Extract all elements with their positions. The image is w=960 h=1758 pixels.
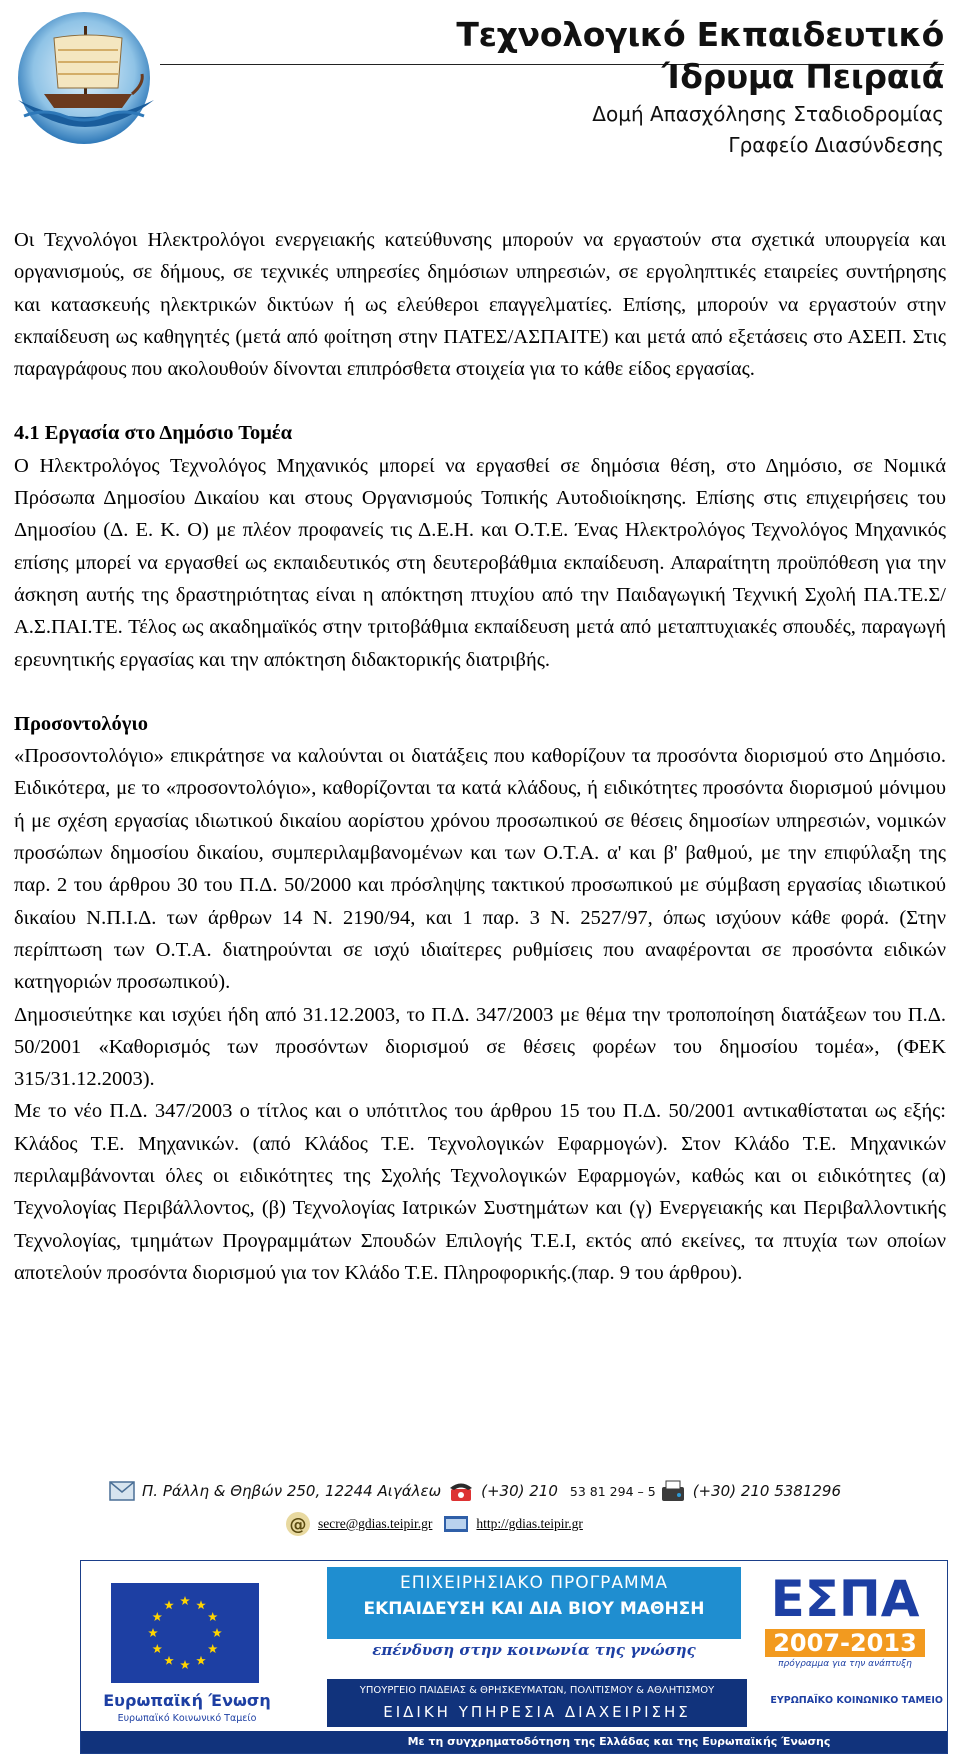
espa-social-fund: ΕΥΡΩΠΑΪΚΟ ΚΟΙΝΩΝΙΚΟ ΤΑΜΕΙΟ: [770, 1695, 943, 1706]
qualifications-paragraph-2: Δημοσιεύτηκε και ισχύει ήδη από 31.12.2003, το Π.Δ. 347/2003 με θέμα την τροποποίηση διατάξεων του Π.Δ. 50/2001 «Καθορισμός των προσόντων διορισμού σε θέσεις φορέων του δημοσίου τομέα», (ΦΕΚ 315/31.12.2003).: [14, 1003, 946, 1091]
institution-title-line1: Τεχνολογικό Εκπαιδευτικό: [456, 15, 944, 54]
espa-slogan: πρόγραμμα για την ανάπτυξη: [778, 1659, 912, 1669]
telephone-icon: [447, 1477, 475, 1505]
web-browser-icon: [442, 1510, 470, 1538]
institution-title-block: [384, 14, 944, 160]
espa-logo: [753, 1571, 937, 1691]
ministry-box: [327, 1679, 747, 1727]
mail-envelope-icon: [108, 1477, 136, 1505]
espa-title: ΕΣΠΑ: [770, 1570, 920, 1628]
ministry-name: ΥΠΟΥΡΓΕΙΟ ΠΑΙΔΕΙΑΣ & ΘΡΗΣΚΕΥΜΑΤΩΝ, ΠΟΛΙΤΙΣΜΟΥ & ΑΘΛΗΤΙΣΜΟΥ: [359, 1685, 715, 1696]
section-heading-public-sector: 4.1 Εργασία στο Δημόσιο Τομέα: [14, 422, 293, 445]
contact-phone-prefix: (+30) 210: [481, 1482, 558, 1500]
contact-phone-number: 53 81 294 – 5: [569, 1483, 656, 1499]
section-heading-qualifications: Προσοντολόγιο: [14, 712, 148, 735]
op-title-line2: ΕΚΠΑΙΔΕΥΣΗ ΚΑΙ ΔΙΑ ΒΙΟΥ ΜΑΘΗΣΗ: [363, 1599, 705, 1619]
management-authority: ΕΙΔΙΚΗ ΥΠΗΡΕΣΙΑ ΔΙΑΧΕΙΡΙΣΗΣ: [383, 1703, 691, 1721]
email-link[interactable]: secre@gdias.teipir.gr: [318, 1516, 433, 1531]
at-sign-icon: [284, 1510, 312, 1538]
contact-footer: [0, 1468, 960, 1548]
contact-fax: (+30) 210 5381296: [692, 1482, 842, 1500]
cofunding-text: Με τη συγχρηματοδότηση της Ελλάδας και της Ευρωπαϊκής Ένωσης: [407, 1735, 831, 1748]
office-name: Γραφείο Διασύνδεσης: [728, 133, 944, 157]
operational-programme-box: [327, 1567, 741, 1639]
eu-funding-banner: [80, 1560, 948, 1754]
op-title-line1: ΕΠΙΧΕΙΡΗΣΙΑΚΟ ΠΡΟΓΡΑΜΜΑ: [399, 1573, 669, 1593]
website-link[interactable]: http://gdias.teipir.gr: [476, 1516, 583, 1531]
public-sector-paragraph: Ο Ηλεκτρολόγος Τεχνολόγος Μηχανικός μπορεί να εργασθεί σε δημόσια θέση, στο Δημόσιο, σε Νομικά Πρόσωπα Δημοσίου Δικαίου και στους Οργανισμούς Τοπικής Αυτοδιοίκησης. Επίσης στις επιχειρήσεις του Δημοσίου (Δ. Ε. Κ. Ο) με πλέον προφανείς τις Δ.Ε.Η. και Ο.Τ.Ε. Ένας Ηλεκτρολόγος Τεχνολόγος Μηχανικός επίσης μπορεί να εργασθεί ως εκπαιδευτικός στη δευτεροβάθμια εκπαίδευση. Απαραίτητη προϋπόθεση για την άσκηση αυτής της δραστηριότητας είναι η απόκτηση πτυχίου από την Παιδαγωγική Τεχνική Σχολή ΠΑ.ΤΕ.Σ/Α.Σ.ΠΑΙ.ΤΕ. Τέλος ως ακαδημαϊκός στην τριτοβάθμια εκπαίδευση μετά από μεταπτυχιακές σπουδές, παραγωγή ερευνητικής εργασίας και την απόκτηση διδακτορικής διατριβής.: [14, 454, 946, 671]
qualifications-paragraph-1: «Προσοντολόγιο» επικράτησε να καλούνται οι διατάξεις που καθορίζουν τα προσόντα διορισμού στο Δημόσιο. Ειδικότερα, με το «προσοντολόγιο», καθορίζονται τα κατά κλάδους, ή ειδικότητες προσόντα διορισμού μόνιμου ή με σχέση εργασίας ιδιωτικού δικαίου αορίστου χρόνου προσωπικού σε θέσεις δημοσίων υπηρεσιών, νομικών προσώπων δημοσίου δικαίου, συμπεριλαμβανομένων και των Ο.Τ.Α. α' και β' βαθμού, με την επιφύλαξη της παρ. 2 του άρθρου 30 του Π.Δ. 50/2000 και πρόσληψης τακτικού προσωπικού με σύμβαση εργασίας ιδιωτικού δικαίου Ν.Π.Ι.Δ. των άρθρων 14 Ν. 2190/94, και 1 παρ. 3 Ν. 2527/97, όπως ισχύουν κάθε φορά. (Στην περίπτωση των Ο.Τ.Α. διατηρούνται σε ισχύ ιδιαίτερες ρυθμίσεις που αναφέρονται σε προσόντα ειδικών κατηγοριών προσωπικού).: [14, 745, 946, 994]
intro-paragraph: Οι Τεχνολόγοι Ηλεκτρολόγοι ενεργειακής κατεύθυνσης μπορούν να εργαστούν στα σχετικά υπουργεία και οργανισμούς, σε δήμους, σε τεχνικές υπηρεσίες δημόσιων υπηρεσιών, σε εργοληπτικές εταιρείες συντήρησης και κατασκευής ηλεκτρικών δικτύων ή ως ελεύθεροι επαγγελματίες. Επίσης, μπορούν να εργαστούν στην εκπαίδευση ως καθηγητές (μετά από φοίτηση στην ΠΑΤΕΣ/ΑΣΠΑΙΤΕ) και μετά από εξετάσεις στο ΑΣΕΠ. Στις παραγράφους που ακολουθούν δίνονται επιπρόσθετα στοιχεία για το κάθε είδος εργασίας.: [14, 229, 946, 381]
contact-row-web: [284, 1508, 583, 1540]
svg-text:@: @: [289, 1515, 307, 1535]
fax-icon: [659, 1477, 687, 1505]
cofunding-strip: [81, 1731, 947, 1753]
eu-social-fund: Ευρωπαϊκό Κοινωνικό Ταμείο: [117, 1713, 257, 1724]
espa-years: 2007-2013: [765, 1629, 925, 1657]
qualifications-paragraph-3: Με το νέο Π.Δ. 347/2003 ο τίτλος και ο υπότιτλος του άρθρου 15 του Π.Δ. 50/2001 αντικαθίσταται ως εξής: Κλάδος Τ.Ε. Μηχανικών. (από Κλάδος Τ.Ε. Τεχνολογικών Εφαρμογών). Στον Κλάδο Τ.Ε. Μηχανικών περιλαμβάνονται όλες οι ειδικότητες της Σχολής Τεχνολογικών Εφαρμογών, καθώς και οι ειδικότητες (α) Τεχνολογίας Περιβάλλοντος, (β) Τεχνολογίας Ιατρικών Συστημάτων και (γ) Ενεργειακής και Περιβαλλοντικής Τεχνολογίας, τμημάτων Προγραμμάτων Σπουδών Επιλογής Τ.Ε.Ι, εκτός από εκείνες, τα πτυχία των οποίων αποτελούν προσόντα διορισμού για τον Κλάδο Τ.Ε. Πληροφορικής.(παρ. 9 του άρθρου).: [14, 1100, 946, 1284]
contact-address: Π. Ράλλη & Θηβών 250, 12244 Αιγάλεω: [142, 1482, 442, 1500]
institution-ship-logo-icon: [4, 4, 172, 154]
department-name: Δομή Απασχόλησης Σταδιοδρομίας: [592, 102, 944, 126]
contact-row-address-phone: [108, 1476, 841, 1506]
institution-title-line2: Ίδρυμα Πειραιά: [661, 57, 944, 96]
op-slogan: επένδυση στην κοινωνία της γνώσης: [372, 1641, 696, 1659]
eu-flag-icon: [111, 1583, 259, 1683]
eu-name: Ευρωπαϊκή Ένωση: [103, 1691, 271, 1710]
page-header: [0, 0, 960, 190]
document-body: [14, 224, 946, 1289]
